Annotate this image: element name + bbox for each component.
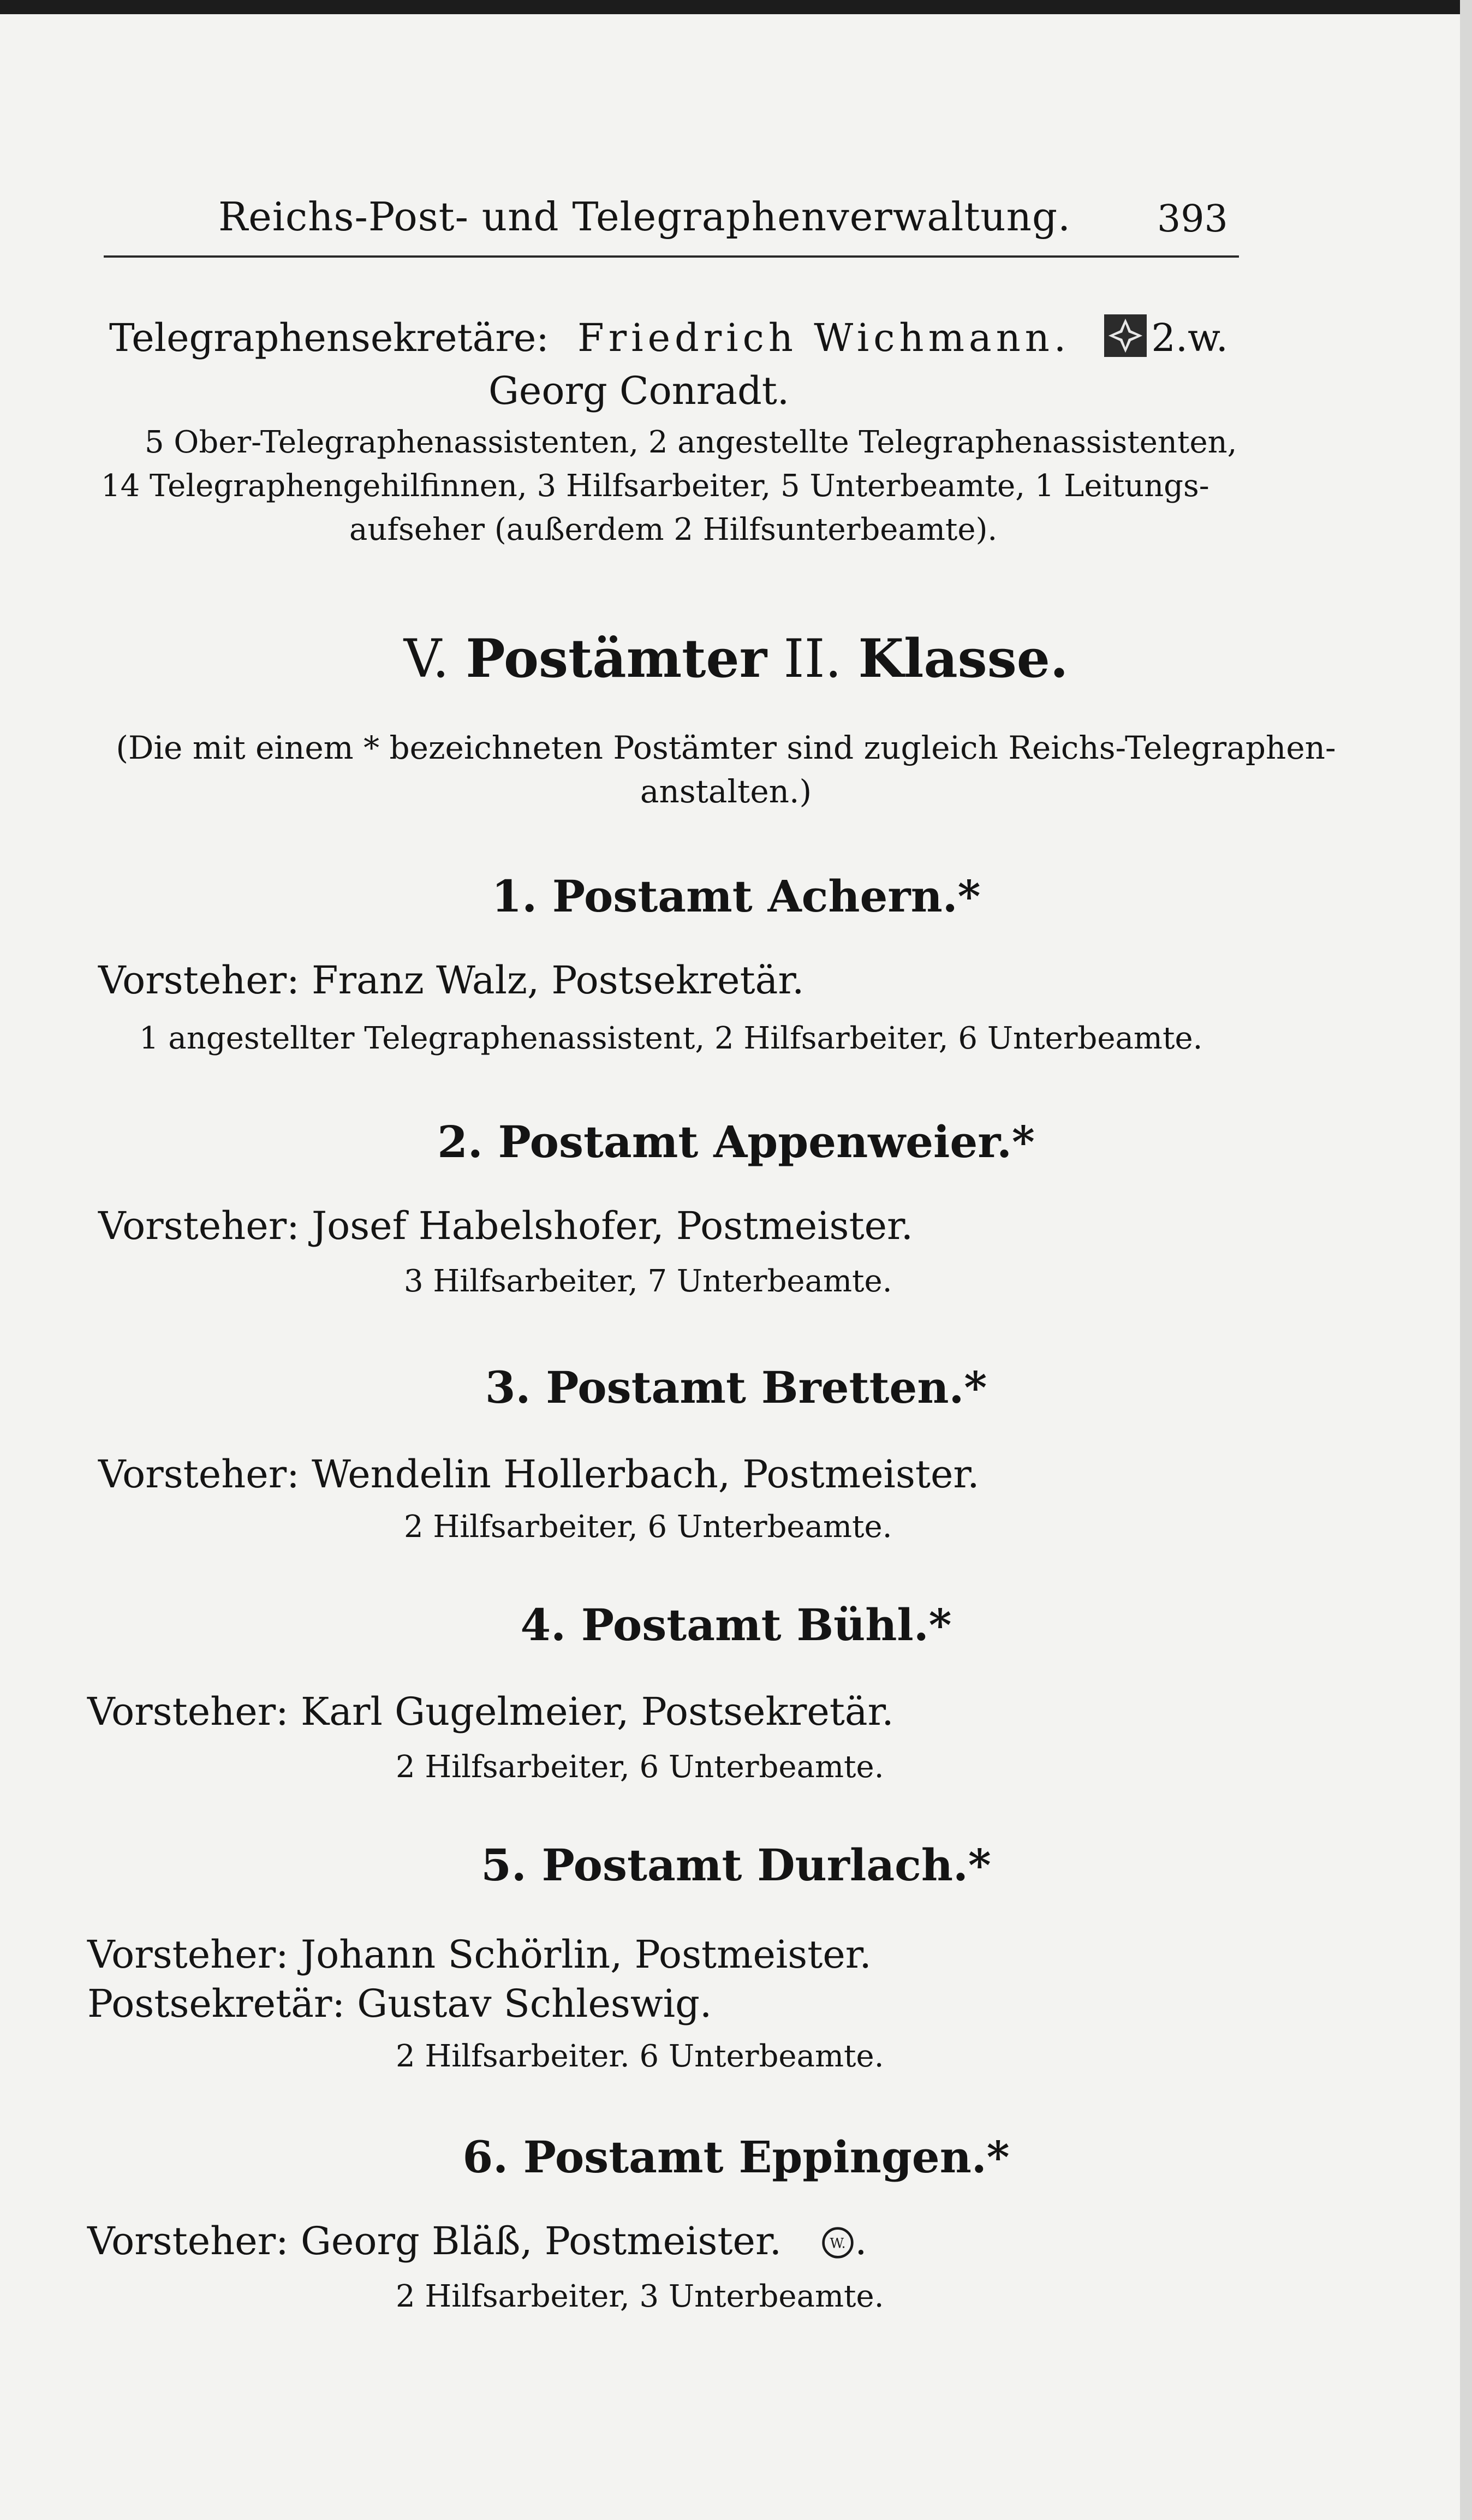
office-6-head-line <box>87 2219 867 2263</box>
secretary-2-name: Georg Conradt. <box>488 368 790 413</box>
staff-line-3: aufseher (außerdem 2 Hilfsunterbeamte). <box>349 512 998 547</box>
office-4-staff: 2 Hilfsarbeiter, 6 Unterbeamte. <box>396 1749 884 1785</box>
office-3-head: Vorsteher: Wendelin Hollerbach, Postmeister. <box>98 1452 980 1497</box>
office-1-staff: 1 angestellter Telegraphenassistent, 2 Hilfsarbeiter, 6 Unterbeamte. <box>139 1021 1203 1056</box>
office-5-staff: 2 Hilfsarbeiter. 6 Unterbeamte. <box>396 2039 884 2074</box>
office-6-staff: 2 Hilfsarbeiter, 3 Unterbeamte. <box>396 2279 884 2314</box>
office-6-title: 6. Postamt Eppingen.* <box>462 2131 1010 2183</box>
office-1-head: Vorsteher: Franz Walz, Postsekretär. <box>98 958 804 1003</box>
section-title-c: Klasse. <box>858 628 1069 689</box>
running-title: Reichs-Post- und Telegraphenverwaltung. <box>218 194 1071 240</box>
section-numeral: V. <box>403 628 449 689</box>
section-heading <box>0 628 1472 689</box>
office-2-head: Vorsteher: Josef Habelshofer, Postmeister. <box>98 1204 914 1248</box>
section-title-b: II. <box>783 628 842 689</box>
office-2-title: 2. Postamt Appenweier.* <box>437 1116 1035 1167</box>
office-2-staff: 3 Hilfsarbeiter, 7 Unterbeamte. <box>404 1264 892 1299</box>
secretary-1-note: 2.w. <box>1151 315 1229 360</box>
iron-cross-icon <box>1104 314 1147 358</box>
staff-line-2: 14 Telegraphengehilfinnen, 3 Hilfsarbeiter, 5 Unterbeamte, 1 Leitungs- <box>101 468 1209 504</box>
svg-text:W.: W. <box>830 2235 846 2251</box>
office-4-head: Vorsteher: Karl Gugelmeier, Postsekretär. <box>87 1689 894 1734</box>
office-6-suffix: . <box>855 2219 867 2263</box>
secretaries-line <box>109 314 1228 360</box>
office-5-head: Vorsteher: Johann Schörlin, Postmeister. <box>87 1932 872 1977</box>
office-3-staff: 2 Hilfsarbeiter, 6 Unterbeamte. <box>404 1509 892 1545</box>
office-1-title: 1. Postamt Achern.* <box>491 871 981 922</box>
staff-line-1: 5 Ober-Telegraphenassistenten, 2 angestellte Telegraphenassistenten, <box>145 425 1237 460</box>
office-5-secretary: Postsekretär: Gustav Schleswig. <box>87 1981 712 2026</box>
header-rule <box>104 255 1239 258</box>
secretaries-label: Telegraphensekretäre: <box>109 315 549 360</box>
secretary-1-name: Friedrich Wichmann. <box>577 315 1071 360</box>
section-title-a: Postämter <box>466 628 767 689</box>
office-4-title: 4. Postamt Bühl.* <box>520 1599 952 1651</box>
w-badge-icon <box>821 2226 855 2260</box>
page-number: 393 <box>1157 198 1228 241</box>
office-5-title: 5. Postamt Durlach.* <box>481 1839 991 1891</box>
office-3-title: 3. Postamt Bretten.* <box>485 1362 987 1413</box>
office-6-head: Vorsteher: Georg Bläß, Postmeister. <box>87 2219 782 2263</box>
section-note: (Die mit einem * bezeichneten Postämter sind zugleich Reichs-Telegraphen-anstalten.) <box>116 729 1336 810</box>
